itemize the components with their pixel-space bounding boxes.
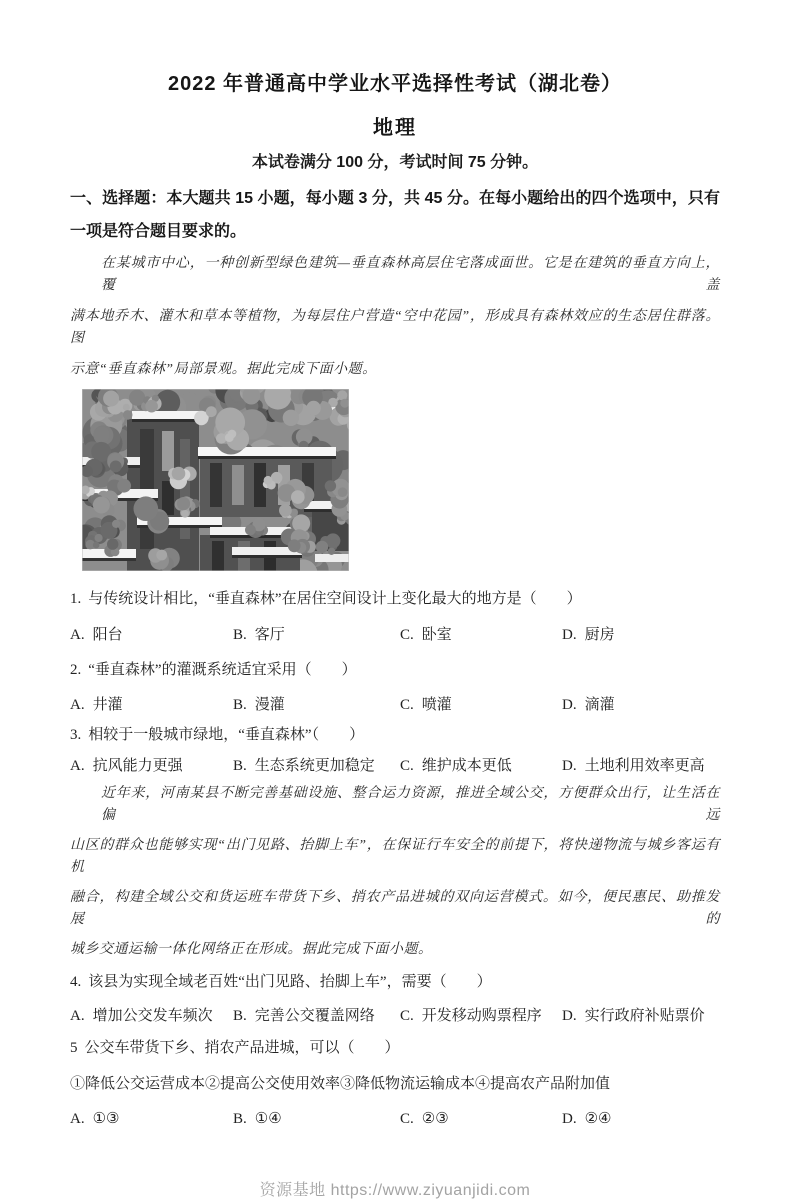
question-2-option-b xyxy=(233,694,400,716)
option-text: 增加公交发车频次 xyxy=(92,1008,213,1024)
section-header-line2: 一项是符合题目要求的。 xyxy=(70,223,247,240)
option-label: C. xyxy=(400,1111,414,1127)
question-1-option-b xyxy=(233,624,400,646)
option-text: 实行政府补贴票价 xyxy=(584,1008,705,1024)
option-text: 卧室 xyxy=(421,627,452,643)
option-text: ②④ xyxy=(584,1111,612,1127)
question-2-options xyxy=(70,694,720,716)
option-text: 滴灌 xyxy=(584,697,615,713)
question-2-option-a xyxy=(70,694,233,716)
passage2-line3: 融合，构建全域公交和货运班车带货下乡、捎农产品进城的双向运营模式。如今，便民惠民、助推发展的 xyxy=(70,890,720,927)
option-label: A. xyxy=(70,697,85,713)
question-2-text: “垂直森林”的灌溉系统适宜采用（ ） xyxy=(88,662,357,678)
option-label: B. xyxy=(233,1008,247,1024)
section-header-line1: 一、选择题：本大题共 15 小题，每小题 3 分，共 45 分。在每小题给出的四个选项中，只有 xyxy=(70,190,720,207)
option-text: 抗风能力更强 xyxy=(92,758,183,774)
passage2-line4: 城乡交通运输一体化网络正在形成。据此完成下面小题。 xyxy=(70,942,433,957)
question-2-number: 2. xyxy=(70,662,82,678)
option-label: D. xyxy=(562,758,577,774)
option-text: 完善公交覆盖网络 xyxy=(254,1008,375,1024)
question-1-option-d xyxy=(562,624,720,646)
option-label: A. xyxy=(70,758,85,774)
question-3-options xyxy=(70,755,720,777)
passage1-line3: 示意“垂直森林”局部景观。据此完成下面小题。 xyxy=(70,362,377,377)
option-label: B. xyxy=(233,1111,247,1127)
question-3-option-d xyxy=(562,755,720,777)
question-4-options xyxy=(70,1005,720,1027)
question-4-option-a xyxy=(70,1005,233,1027)
option-label: A. xyxy=(70,1008,85,1024)
option-label: D. xyxy=(562,697,577,713)
question-3-number: 3. xyxy=(70,727,82,743)
option-label: D. xyxy=(562,1111,577,1127)
option-label: C. xyxy=(400,697,414,713)
option-text: 井灌 xyxy=(92,697,123,713)
option-text: 客厅 xyxy=(254,627,285,643)
passage1-line1: 在某城市中心，一种创新型绿色建筑—垂直森林高层住宅落成面世。它是在建筑的垂直方向上，覆盖 xyxy=(101,256,720,293)
vertical-forest-photo xyxy=(82,389,349,571)
question-5-option-a xyxy=(70,1108,233,1130)
vertical-forest-photo-svg xyxy=(82,389,349,571)
option-label: C. xyxy=(400,627,414,643)
question-3-stem xyxy=(70,724,720,746)
question-4-option-b xyxy=(233,1005,400,1027)
question-1-option-a xyxy=(70,624,233,646)
option-label: B. xyxy=(233,697,247,713)
option-text: 漫灌 xyxy=(254,697,285,713)
question-3-text: 相较于一般城市绿地，“垂直森林”（ ） xyxy=(88,727,365,743)
exam-info: 本试卷满分 100 分，考试时间 75 分钟。 xyxy=(251,154,539,171)
option-text: ①④ xyxy=(254,1111,282,1127)
option-label: D. xyxy=(562,627,577,643)
question-2-option-c xyxy=(400,694,562,716)
option-text: ②③ xyxy=(421,1111,449,1127)
option-text: 维护成本更低 xyxy=(421,758,512,774)
watermark-site-link: 资源基地 https://www.ziyuanjidi.com xyxy=(259,1182,531,1199)
question-4-text: 该县为实现全域老百姓“出门见路、抬脚上车”，需要（ ） xyxy=(88,974,492,990)
passage1-line2: 满本地乔木、灌木和草本等植物，为每层住户营造“空中花园”，形成具有森林效应的生态居住群落。图 xyxy=(70,309,720,346)
question-3-option-a xyxy=(70,755,233,777)
option-text: 土地利用效率更高 xyxy=(584,758,705,774)
option-label: D. xyxy=(562,1008,577,1024)
question-1-stem xyxy=(70,588,720,610)
question-3-option-b xyxy=(233,755,400,777)
question-1-options xyxy=(70,624,720,646)
subject-title: 地理 xyxy=(373,117,417,139)
option-label: C. xyxy=(400,1008,414,1024)
question-4-option-d xyxy=(562,1005,720,1027)
question-5-option-d xyxy=(562,1108,720,1130)
question-3-option-c xyxy=(400,755,562,777)
option-label: A. xyxy=(70,1111,85,1127)
question-5-option-b xyxy=(233,1108,400,1130)
option-text: 厨房 xyxy=(584,627,615,643)
passage2-line1: 近年来，河南某县不断完善基础设施、整合运力资源，推进全域公交，方便群众出行，让生活在偏远 xyxy=(101,786,720,823)
question-4-stem xyxy=(70,971,720,993)
option-text: ①③ xyxy=(92,1111,120,1127)
option-text: 阳台 xyxy=(92,627,123,643)
question-4-option-c xyxy=(400,1005,562,1027)
passage2-line2: 山区的群众也能够实现“出门见路、抬脚上车”，在保证行车安全的前提下，将快递物流与城乡客运有机 xyxy=(70,838,720,875)
question-2-option-d xyxy=(562,694,720,716)
question-5-stem xyxy=(70,1037,720,1059)
question-5-text: 公交车带货下乡、捎农产品进城，可以（ ） xyxy=(84,1040,400,1056)
question-5-number: 5 xyxy=(70,1040,78,1056)
option-text: 喷灌 xyxy=(421,697,452,713)
question-1-number: 1. xyxy=(70,591,82,607)
option-label: C. xyxy=(400,758,414,774)
question-5-option-c xyxy=(400,1108,562,1130)
question-5-note: ①降低公交运营成本②提高公交使用效率③降低物流运输成本④提高农产品附加值 xyxy=(70,1076,611,1092)
question-5-options xyxy=(70,1108,720,1130)
option-label: B. xyxy=(233,627,247,643)
question-4-number: 4. xyxy=(70,974,82,990)
option-label: A. xyxy=(70,627,85,643)
option-text: 生态系统更加稳定 xyxy=(254,758,375,774)
question-1-option-c xyxy=(400,624,562,646)
page-title: 2022 年普通高中学业水平选择性考试（湖北卷） xyxy=(167,73,623,95)
option-label: B. xyxy=(233,758,247,774)
option-text: 开发移动购票程序 xyxy=(421,1008,542,1024)
question-2-stem xyxy=(70,659,720,681)
question-1-text: 与传统设计相比，“垂直森林”在居住空间设计上变化最大的地方是（ ） xyxy=(88,591,582,607)
